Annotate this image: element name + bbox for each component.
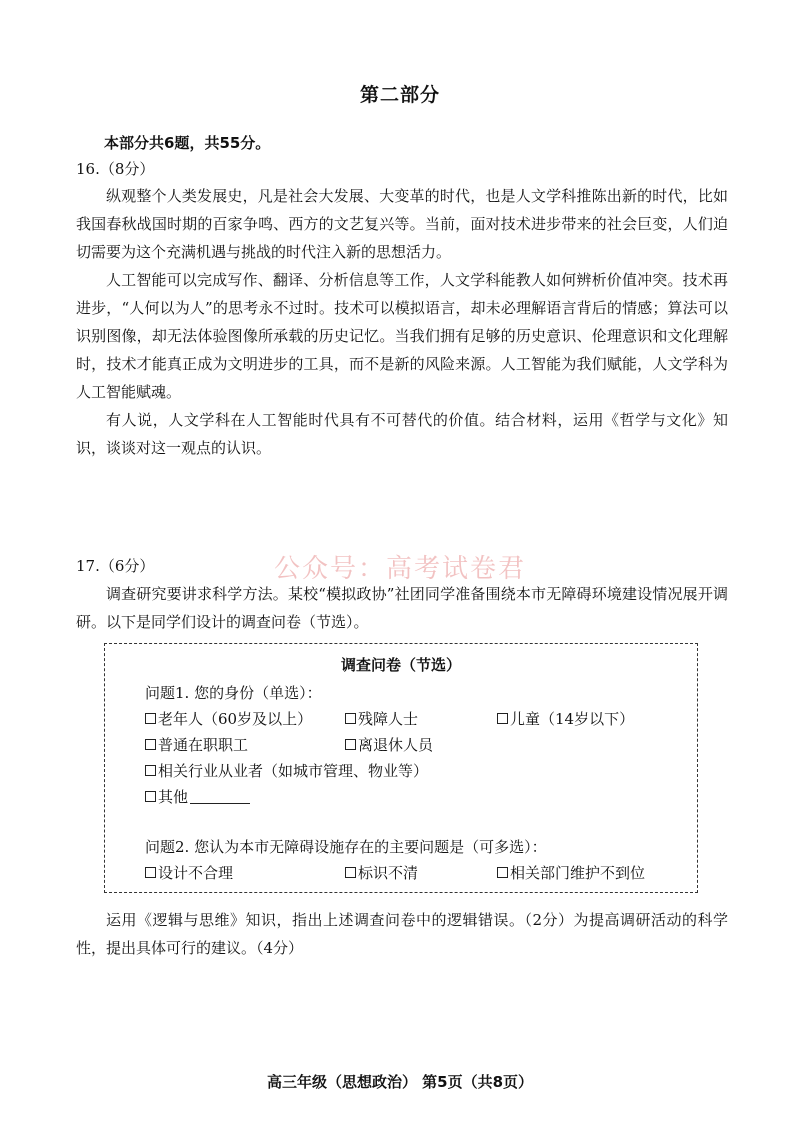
- question-17-intro: 调查研究要讲求科学方法。某校“模拟政协”社团同学准备围绕本市无障碍环境建设情况展开调研。以下是同学们设计的调查问卷（节选）。: [76, 585, 728, 631]
- section-intro: 本部分共6题，共55分。: [104, 134, 271, 152]
- question-17-task: 运用《逻辑与思维》知识，指出上述调查问卷中的逻辑错误。（2分）为提高调研活动的科学性，提出具体可行的建议。（4分）: [76, 911, 728, 957]
- watermark: 公众号：高考试卷君: [273, 554, 526, 584]
- option-label: 相关行业从业者（如城市管理、物业等）: [158, 762, 429, 780]
- option-design[interactable]: [145, 862, 233, 883]
- option-children[interactable]: [497, 708, 634, 729]
- checkbox-icon[interactable]: [345, 739, 356, 750]
- option-label: 老年人（60岁及以上）: [158, 710, 313, 728]
- option-label: 相关部门维护不到位: [510, 864, 646, 882]
- survey-title: 调查问卷（节选）: [340, 656, 461, 674]
- section-title: 第二部分: [359, 84, 440, 106]
- question-16-paragraph-3: 有人说，人文学科在人工智能时代具有不可替代的价值。结合材料，运用《哲学与文化》知识，谈谈对这一观点的认识。: [76, 411, 728, 457]
- survey-box: [104, 643, 698, 893]
- question-17-number: 17.（6分）: [76, 557, 155, 575]
- option-retired[interactable]: [345, 734, 433, 755]
- option-label: 标识不清: [358, 864, 419, 882]
- option-label: 普通在职职工: [158, 736, 249, 754]
- option-industry[interactable]: [145, 760, 428, 781]
- option-label: 离退休人员: [358, 736, 434, 754]
- checkbox-icon[interactable]: [145, 713, 156, 724]
- checkbox-icon[interactable]: [145, 765, 156, 776]
- option-label: 残障人士: [358, 710, 419, 728]
- question-16-number: 16.（8分）: [76, 160, 155, 178]
- checkbox-icon[interactable]: [497, 867, 508, 878]
- checkbox-icon[interactable]: [145, 791, 156, 802]
- option-label: 其他: [158, 788, 189, 806]
- option-other[interactable]: [145, 786, 250, 807]
- checkbox-icon[interactable]: [145, 867, 156, 878]
- checkbox-icon[interactable]: [345, 867, 356, 878]
- checkbox-icon[interactable]: [145, 739, 156, 750]
- survey-question-2: 问题2. 您认为本市无障碍设施存在的主要问题是（可多选）：: [145, 838, 547, 856]
- option-disabled[interactable]: [345, 708, 418, 729]
- question-16-paragraph-1: 纵观整个人类发展史，凡是社会大发展、大变革的时代，也是人文学科推陈出新的时代，比如我国春秋战国时期的百家争鸣、西方的文艺复兴等。当前，面对技术进步带来的社会巨变，人们迫切需要为这个充满机遇与挑战的时代注入新的思想活力。: [76, 187, 728, 261]
- survey-question-1: 问题1. 您的身份（单选）：: [145, 684, 322, 702]
- option-employee[interactable]: [145, 734, 248, 755]
- option-signage[interactable]: [345, 862, 418, 883]
- question-16-paragraph-2: 人工智能可以完成写作、翻译、分析信息等工作，人文学科能教人如何辨析价值冲突。技术再进步，“人何以为人”的思考永不过时。技术可以模拟语言，却未必理解语言背后的情感；算法可以识别图像，却无法体验图像所承载的历史记忆。当我们拥有足够的历史意识、伦理意识和文化理解时，技术才能真正成为文明进步的工具，而不是新的风险来源。人工智能为我们赋能，人文学科为人工智能赋魂。: [76, 271, 728, 401]
- other-blank-field[interactable]: [190, 789, 250, 804]
- option-label: 儿童（14岁以下）: [510, 710, 635, 728]
- checkbox-icon[interactable]: [497, 713, 508, 724]
- option-elderly[interactable]: [145, 708, 312, 729]
- option-maintenance[interactable]: [497, 862, 645, 883]
- checkbox-icon[interactable]: [345, 713, 356, 724]
- page-footer: 高三年级（思想政治） 第5页（共8页）: [266, 1073, 534, 1091]
- option-label: 设计不合理: [158, 864, 234, 882]
